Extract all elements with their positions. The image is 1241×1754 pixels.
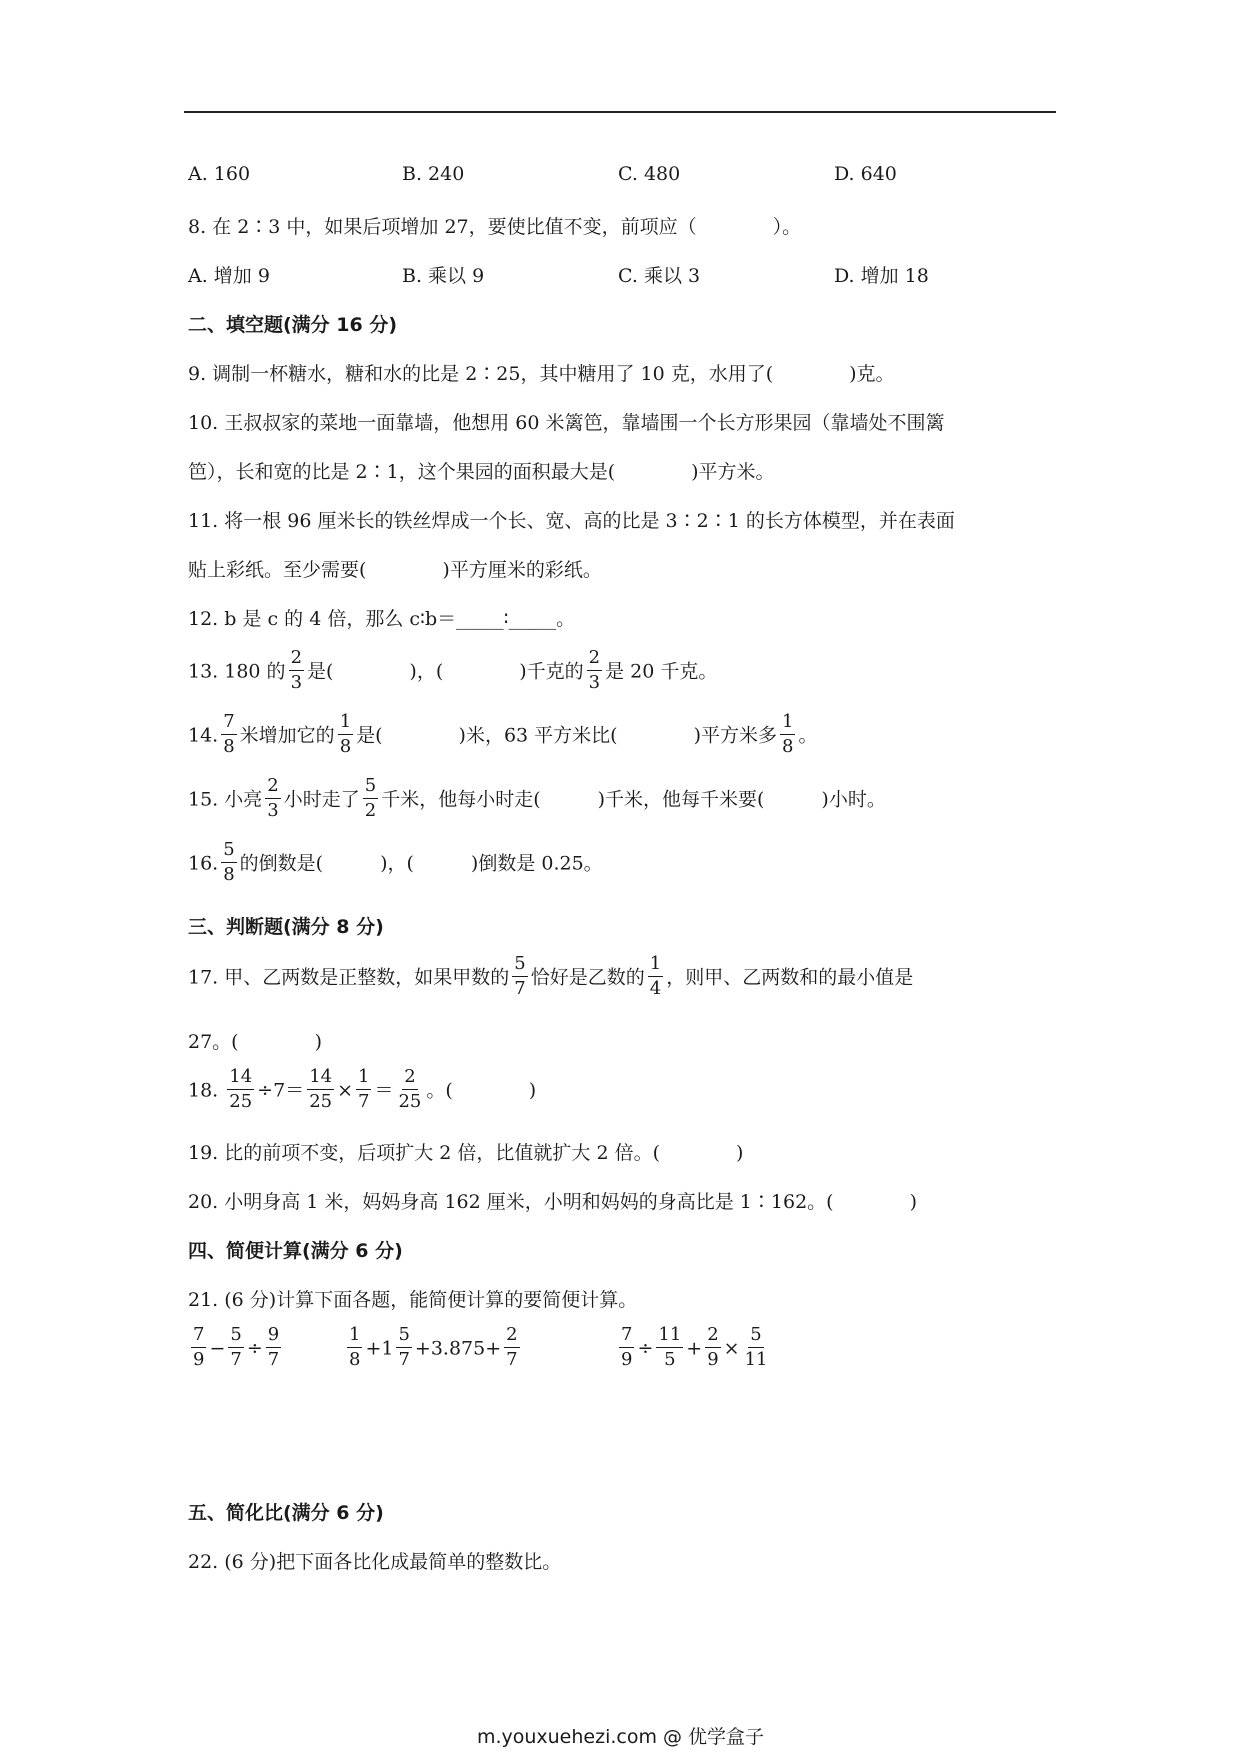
q17-line2: 27。( )	[188, 1031, 323, 1053]
q12: 12. b 是 c 的 4 倍，那么 c∶b＝_____∶_____。	[188, 608, 576, 630]
q11-line1: 11. 将一根 96 厘米长的铁丝焊成一个长、宽、高的比是 3∶2∶1 的长方体模型，并在表面	[188, 510, 955, 532]
calc3-op-3: ×	[723, 1337, 740, 1360]
q8-option-c: C. 乘以 3	[618, 265, 701, 287]
q18-fraction-1-num: 14	[227, 1068, 254, 1090]
calc1-fraction-2-den: 7	[230, 1349, 242, 1370]
calc1-fraction-1-num: 7	[191, 1326, 206, 1348]
calc3-fraction-2	[656, 1326, 683, 1369]
calc-expression-2	[344, 1324, 523, 1371]
q17-fraction-2-den: 4	[649, 978, 662, 999]
q13-text-3: 是 20 千克。	[605, 660, 718, 683]
q16-fraction-den: 8	[223, 864, 235, 885]
calc1-fraction-2	[228, 1326, 243, 1369]
q15-fraction-2-den: 2	[364, 800, 377, 821]
q18	[188, 1066, 537, 1113]
q17-fraction-2	[648, 955, 663, 998]
q17-fraction-1-den: 7	[514, 978, 526, 999]
q8-option-d: D. 增加 18	[834, 265, 929, 287]
q15-text-1: 15. 小亮	[188, 788, 263, 811]
calc3-fraction-2-num: 11	[656, 1326, 683, 1348]
q18-fraction-2-den: 25	[309, 1091, 333, 1112]
calc2-fraction-2-num: 5	[396, 1326, 411, 1348]
q15-fraction-1	[265, 777, 280, 820]
section-4-heading: 四、简便计算(满分 6 分)	[188, 1240, 403, 1262]
q18-op-1: ÷7＝	[257, 1079, 305, 1102]
q17-text-1: 17. 甲、乙两数是正整数，如果甲数的	[188, 966, 510, 989]
q7-option-d: D. 640	[834, 163, 897, 185]
calc2-fraction-3-den: 7	[506, 1349, 518, 1370]
q14-fraction-1-den: 8	[223, 736, 235, 757]
q18-fraction-4	[396, 1068, 423, 1111]
q13	[188, 647, 718, 694]
q13-fraction-1-num: 2	[289, 649, 304, 671]
q21: 21. (6 分)计算下面各题，能简便计算的要简便计算。	[188, 1289, 638, 1311]
calc-expression-1	[188, 1324, 284, 1371]
q14-fraction-3	[780, 713, 795, 756]
calc3-fraction-1-den: 9	[621, 1349, 633, 1370]
calc3-fraction-4-num: 5	[748, 1326, 763, 1348]
calc3-fraction-1	[619, 1326, 634, 1369]
q9: 9. 调制一杯糖水，糖和水的比是 2∶25，其中糖用了 10 克，水用了( )克。	[188, 363, 895, 385]
q14-text-2: 是( )米，63 平方米比( )平方米多	[356, 724, 778, 747]
calc3-fraction-3	[705, 1326, 720, 1369]
footer-watermark: m.youxuehezi.com @ 优学盒子	[476, 1726, 765, 1748]
q17-line1	[188, 953, 914, 1000]
q13-text-1: 13. 180 的	[188, 660, 286, 683]
q10-line2: 笆），长和宽的比是 2∶1，这个果园的面积最大是( )平方米。	[188, 461, 775, 483]
calc3-op-2: +	[686, 1337, 703, 1360]
calc3-fraction-4	[743, 1326, 770, 1369]
calc3-fraction-4-den: 11	[744, 1349, 768, 1370]
q15	[188, 775, 886, 822]
q17-text-2: 恰好是乙数的	[530, 966, 645, 989]
calc1-fraction-3-den: 7	[267, 1349, 280, 1370]
q13-fraction-2-num: 2	[587, 649, 602, 671]
section-2-heading: 二、填空题(满分 16 分)	[188, 314, 398, 336]
calc1-fraction-1-den: 9	[193, 1349, 205, 1370]
q18-fraction-4-den: 25	[398, 1091, 422, 1112]
q8-option-b: B. 乘以 9	[402, 265, 485, 287]
q10-line1: 10. 王叔叔家的菜地一面靠墙，他想用 60 米篱笆，靠墙围一个长方形果园（靠墙处不围篱	[188, 412, 945, 434]
calc3-op-1: ÷	[637, 1337, 654, 1360]
q15-fraction-2	[363, 777, 378, 820]
q22: 22. (6 分)把下面各比化成最简单的整数比。	[188, 1551, 562, 1573]
q14-fraction-3-den: 8	[782, 736, 794, 757]
q16-fraction-num: 5	[221, 841, 236, 863]
q15-fraction-1-den: 3	[267, 800, 279, 821]
q14-text-0: 14.	[188, 724, 219, 747]
section-3-heading: 三、判断题(满分 8 分)	[188, 916, 384, 938]
q15-text-2: 小时走了	[283, 788, 360, 811]
q14-fraction-2-num: 1	[338, 713, 353, 735]
calc2-fraction-1-num: 1	[347, 1326, 362, 1348]
q8-stem: 8. 在 2∶3 中，如果后项增加 27，要使比值不变，前项应（ ）。	[188, 216, 802, 238]
q13-text-2: 是( )，( )千克的	[307, 660, 584, 683]
q14-text-1: 米增加它的	[239, 724, 335, 747]
calc1-fraction-3-num: 9	[266, 1326, 281, 1348]
q18-fraction-3-num: 1	[356, 1068, 371, 1090]
calc2-op-1: +1	[365, 1337, 394, 1360]
q18-fraction-2-num: 14	[307, 1068, 334, 1090]
q17-text-3: ，则甲、乙两数和的最小值是	[666, 966, 914, 989]
calc2-fraction-1	[347, 1326, 362, 1369]
calc2-fraction-3-num: 2	[504, 1326, 519, 1348]
q15-fraction-2-num: 5	[363, 777, 378, 799]
calc-expression-3	[616, 1324, 772, 1371]
q13-fraction-1	[289, 649, 304, 692]
q14-fraction-2	[338, 713, 353, 756]
q18-fraction-1-den: 25	[229, 1091, 253, 1112]
q15-fraction-1-num: 2	[265, 777, 280, 799]
q19: 19. 比的前项不变，后项扩大 2 倍，比值就扩大 2 倍。( )	[188, 1142, 744, 1164]
calc3-fraction-3-num: 2	[705, 1326, 720, 1348]
q17-fraction-2-num: 1	[648, 955, 663, 977]
q20: 20. 小明身高 1 米，妈妈身高 162 厘米，小明和妈妈的身高比是 1∶162。( )	[188, 1191, 917, 1213]
q16-text-1: 的倒数是( )，( )倒数是 0.25。	[239, 852, 603, 875]
q14-fraction-3-num: 1	[780, 713, 795, 735]
q14-fraction-1	[221, 713, 236, 756]
calc3-fraction-1-num: 7	[619, 1326, 634, 1348]
q16	[188, 839, 603, 886]
q16-text-0: 16.	[188, 852, 219, 875]
calc1-op-2: ÷	[246, 1337, 263, 1360]
calc2-fraction-1-den: 8	[349, 1349, 361, 1370]
calc2-fraction-2	[396, 1326, 411, 1369]
calc1-fraction-3	[266, 1326, 281, 1369]
q18-fraction-4-num: 2	[402, 1068, 417, 1090]
calc3-fraction-2-den: 5	[664, 1349, 676, 1370]
calc1-op-1: −	[209, 1337, 226, 1360]
q15-text-3: 千米，他每小时走( )千米，他每千米要( )小时。	[381, 788, 886, 811]
q14-fraction-2-den: 8	[339, 736, 352, 757]
q17-fraction-1-num: 5	[512, 955, 527, 977]
q13-fraction-2-den: 3	[588, 672, 601, 693]
q18-fraction-3	[356, 1068, 371, 1111]
q13-fraction-2	[587, 649, 602, 692]
q17-fraction-1	[512, 955, 527, 998]
q18-op-2: ×	[337, 1079, 354, 1102]
q18-tail: 。( )	[426, 1079, 537, 1102]
q14-fraction-1-num: 7	[221, 713, 236, 735]
q18-fraction-1	[227, 1068, 254, 1111]
calc2-fraction-2-den: 7	[398, 1349, 410, 1370]
section-5-heading: 五、简化比(满分 6 分)	[188, 1502, 384, 1524]
q7-option-a: A. 160	[188, 163, 251, 185]
q7-option-b: B. 240	[402, 163, 465, 185]
q11-line2: 贴上彩纸。至少需要( )平方厘米的彩纸。	[188, 559, 602, 581]
calc2-fraction-3	[504, 1326, 519, 1369]
q7-option-c: C. 480	[618, 163, 681, 185]
calc2-op-2: +3.875+	[414, 1337, 502, 1360]
q18-fraction-2	[307, 1068, 334, 1111]
q13-fraction-1-den: 3	[290, 672, 303, 693]
header-rule	[184, 111, 1056, 113]
q18-op-3: ＝	[374, 1079, 394, 1102]
q14	[188, 711, 818, 758]
calc1-fraction-2-num: 5	[228, 1326, 243, 1348]
calc3-fraction-3-den: 9	[707, 1349, 719, 1370]
q18-fraction-3-den: 7	[358, 1091, 370, 1112]
q14-text-3: 。	[798, 724, 818, 747]
q18-text-0: 18.	[188, 1079, 219, 1102]
calc1-fraction-1	[191, 1326, 206, 1369]
q16-fraction	[221, 841, 236, 884]
q8-option-a: A. 增加 9	[188, 265, 270, 287]
